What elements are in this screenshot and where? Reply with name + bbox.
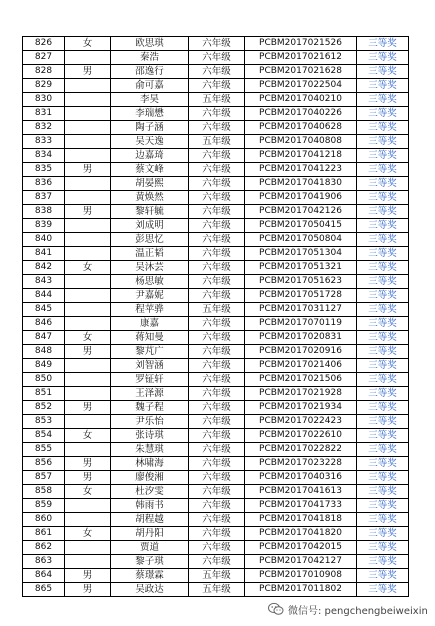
table-row bbox=[23, 345, 409, 359]
cell-gender bbox=[65, 443, 111, 457]
cell-code: PCBM2017041613 bbox=[245, 485, 357, 499]
cell-name: 吴天逸 bbox=[111, 135, 189, 149]
cell-number: 854 bbox=[23, 429, 65, 443]
cell-code: PCBM2017050415 bbox=[245, 219, 357, 233]
cell-number: 862 bbox=[23, 541, 65, 555]
cell-number: 838 bbox=[23, 205, 65, 219]
cell-name: 尹乐怡 bbox=[111, 415, 189, 429]
cell-name: 吴沐芸 bbox=[111, 261, 189, 275]
cell-code: PCBM2017041223 bbox=[245, 163, 357, 177]
cell-name: 杜汐雯 bbox=[111, 485, 189, 499]
cell-award: 三等奖 bbox=[357, 415, 409, 429]
cell-gender: 女 bbox=[65, 429, 111, 443]
cell-number: 857 bbox=[23, 471, 65, 485]
table-row bbox=[23, 527, 409, 541]
cell-code: PCBM2017040210 bbox=[245, 93, 357, 107]
cell-award: 三等奖 bbox=[357, 485, 409, 499]
table-row bbox=[23, 219, 409, 233]
cell-name: 魏子程 bbox=[111, 401, 189, 415]
cell-name: 杨思敏 bbox=[111, 275, 189, 289]
cell-gender bbox=[65, 121, 111, 135]
cell-code: PCBM2017040226 bbox=[245, 107, 357, 121]
cell-name: 张诗琪 bbox=[111, 429, 189, 443]
table-row bbox=[23, 429, 409, 443]
cell-gender: 男 bbox=[65, 569, 111, 583]
cell-name: 俞可嘉 bbox=[111, 79, 189, 93]
cell-code: PCBM2017020831 bbox=[245, 331, 357, 345]
wechat-icon bbox=[268, 602, 284, 616]
cell-award: 三等奖 bbox=[357, 51, 409, 65]
cell-number: 844 bbox=[23, 289, 65, 303]
cell-name: 秦浩 bbox=[111, 51, 189, 65]
cell-gender: 男 bbox=[65, 163, 111, 177]
cell-code: PCBM2017051304 bbox=[245, 247, 357, 261]
cell-number: 833 bbox=[23, 135, 65, 149]
cell-grade: 五年级 bbox=[189, 569, 245, 583]
table-row bbox=[23, 471, 409, 485]
cell-code: PCBM2017022504 bbox=[245, 79, 357, 93]
cell-number: 826 bbox=[23, 37, 65, 51]
cell-gender bbox=[65, 415, 111, 429]
cell-number: 832 bbox=[23, 121, 65, 135]
table-row bbox=[23, 93, 409, 107]
cell-code: PCBM2017022822 bbox=[245, 443, 357, 457]
cell-award: 三等奖 bbox=[357, 121, 409, 135]
table-row bbox=[23, 51, 409, 65]
cell-name: 康嘉 bbox=[111, 317, 189, 331]
cell-number: 829 bbox=[23, 79, 65, 93]
cell-grade: 六年级 bbox=[189, 331, 245, 345]
cell-gender: 男 bbox=[65, 205, 111, 219]
table-row bbox=[23, 205, 409, 219]
cell-name: 陶子涵 bbox=[111, 121, 189, 135]
cell-grade: 六年级 bbox=[189, 65, 245, 79]
cell-gender bbox=[65, 513, 111, 527]
cell-code: PCBM2017050804 bbox=[245, 233, 357, 247]
cell-name: 边嘉琦 bbox=[111, 149, 189, 163]
cell-grade: 五年级 bbox=[189, 93, 245, 107]
cell-code: PCBM2017042127 bbox=[245, 555, 357, 569]
table-row bbox=[23, 499, 409, 513]
cell-award: 三等奖 bbox=[357, 583, 409, 597]
cell-award: 三等奖 bbox=[357, 401, 409, 415]
cell-name: 林啸海 bbox=[111, 457, 189, 471]
cell-name: 黎芃广 bbox=[111, 345, 189, 359]
cell-number: 852 bbox=[23, 401, 65, 415]
watermark-text: 微信号: pengchengbeiweixin bbox=[288, 605, 428, 617]
watermark bbox=[268, 600, 428, 618]
cell-award: 三等奖 bbox=[357, 65, 409, 79]
cell-grade: 六年级 bbox=[189, 373, 245, 387]
cell-award: 三等奖 bbox=[357, 499, 409, 513]
cell-gender: 男 bbox=[65, 583, 111, 597]
cell-number: 860 bbox=[23, 513, 65, 527]
cell-grade: 六年级 bbox=[189, 79, 245, 93]
cell-gender bbox=[65, 51, 111, 65]
cell-number: 835 bbox=[23, 163, 65, 177]
cell-gender bbox=[65, 499, 111, 513]
cell-grade: 六年级 bbox=[189, 527, 245, 541]
cell-name: 李昊 bbox=[111, 93, 189, 107]
cell-code: PCBM2017021406 bbox=[245, 359, 357, 373]
cell-gender bbox=[65, 107, 111, 121]
cell-number: 837 bbox=[23, 191, 65, 205]
cell-gender: 女 bbox=[65, 261, 111, 275]
cell-grade: 六年级 bbox=[189, 219, 245, 233]
cell-name: 李瑞懋 bbox=[111, 107, 189, 121]
cell-name: 朱慧琪 bbox=[111, 443, 189, 457]
cell-grade: 六年级 bbox=[189, 275, 245, 289]
cell-number: 840 bbox=[23, 233, 65, 247]
cell-award: 三等奖 bbox=[357, 513, 409, 527]
cell-code: PCBM2017023228 bbox=[245, 457, 357, 471]
cell-gender: 男 bbox=[65, 345, 111, 359]
cell-award: 三等奖 bbox=[357, 387, 409, 401]
cell-number: 845 bbox=[23, 303, 65, 317]
table-row bbox=[23, 485, 409, 499]
table-row bbox=[23, 177, 409, 191]
cell-gender bbox=[65, 135, 111, 149]
cell-award: 三等奖 bbox=[357, 79, 409, 93]
cell-grade: 六年级 bbox=[189, 317, 245, 331]
cell-gender: 女 bbox=[65, 485, 111, 499]
cell-code: PCBM2017021526 bbox=[245, 37, 357, 51]
cell-number: 846 bbox=[23, 317, 65, 331]
cell-code: PCBM2017022610 bbox=[245, 429, 357, 443]
cell-name: 廖俊湘 bbox=[111, 471, 189, 485]
cell-grade: 六年级 bbox=[189, 555, 245, 569]
cell-number: 853 bbox=[23, 415, 65, 429]
cell-grade: 六年级 bbox=[189, 345, 245, 359]
award-list-table bbox=[22, 36, 409, 597]
cell-code: PCBM2017031127 bbox=[245, 303, 357, 317]
cell-grade: 六年级 bbox=[189, 163, 245, 177]
cell-award: 三等奖 bbox=[357, 569, 409, 583]
cell-number: 851 bbox=[23, 387, 65, 401]
cell-grade: 六年级 bbox=[189, 107, 245, 121]
cell-award: 三等奖 bbox=[357, 107, 409, 121]
cell-number: 828 bbox=[23, 65, 65, 79]
cell-gender bbox=[65, 555, 111, 569]
table-row bbox=[23, 275, 409, 289]
cell-award: 三等奖 bbox=[357, 471, 409, 485]
cell-name: 吴政达 bbox=[111, 583, 189, 597]
table-row bbox=[23, 121, 409, 135]
cell-grade: 六年级 bbox=[189, 261, 245, 275]
table-row bbox=[23, 317, 409, 331]
cell-number: 847 bbox=[23, 331, 65, 345]
cell-name: 彭思忆 bbox=[111, 233, 189, 247]
cell-award: 三等奖 bbox=[357, 247, 409, 261]
cell-name: 蒋知曼 bbox=[111, 331, 189, 345]
cell-name: 黄焕然 bbox=[111, 191, 189, 205]
cell-gender: 男 bbox=[65, 457, 111, 471]
cell-name: 贾道 bbox=[111, 541, 189, 555]
cell-gender bbox=[65, 233, 111, 247]
cell-code: PCBM2017021934 bbox=[245, 401, 357, 415]
cell-name: 欧思琪 bbox=[111, 37, 189, 51]
cell-grade: 六年级 bbox=[189, 121, 245, 135]
table-row bbox=[23, 289, 409, 303]
table-row bbox=[23, 79, 409, 93]
cell-name: 蔡璟霖 bbox=[111, 569, 189, 583]
cell-grade: 五年级 bbox=[189, 583, 245, 597]
cell-grade: 六年级 bbox=[189, 205, 245, 219]
cell-award: 三等奖 bbox=[357, 429, 409, 443]
cell-grade: 六年级 bbox=[189, 457, 245, 471]
cell-grade: 六年级 bbox=[189, 471, 245, 485]
cell-number: 859 bbox=[23, 499, 65, 513]
cell-number: 830 bbox=[23, 93, 65, 107]
cell-award: 三等奖 bbox=[357, 443, 409, 457]
cell-gender bbox=[65, 247, 111, 261]
cell-number: 842 bbox=[23, 261, 65, 275]
cell-name: 胡丹阳 bbox=[111, 527, 189, 541]
cell-grade: 六年级 bbox=[189, 541, 245, 555]
cell-gender bbox=[65, 541, 111, 555]
cell-award: 三等奖 bbox=[357, 359, 409, 373]
cell-award: 三等奖 bbox=[357, 345, 409, 359]
cell-grade: 六年级 bbox=[189, 443, 245, 457]
cell-number: 843 bbox=[23, 275, 65, 289]
cell-gender: 男 bbox=[65, 65, 111, 79]
cell-name: 邵逸行 bbox=[111, 65, 189, 79]
cell-number: 836 bbox=[23, 177, 65, 191]
cell-name: 尹嘉妮 bbox=[111, 289, 189, 303]
cell-award: 三等奖 bbox=[357, 317, 409, 331]
cell-grade: 六年级 bbox=[189, 485, 245, 499]
cell-award: 三等奖 bbox=[357, 177, 409, 191]
cell-grade: 六年级 bbox=[189, 51, 245, 65]
table-row bbox=[23, 583, 409, 597]
cell-gender: 男 bbox=[65, 471, 111, 485]
cell-grade: 六年级 bbox=[189, 177, 245, 191]
table-row bbox=[23, 569, 409, 583]
cell-name: 程苹骅 bbox=[111, 303, 189, 317]
cell-gender: 男 bbox=[65, 401, 111, 415]
cell-award: 三等奖 bbox=[357, 149, 409, 163]
cell-code: PCBM2017051623 bbox=[245, 275, 357, 289]
cell-code: PCBM2017040316 bbox=[245, 471, 357, 485]
cell-grade: 六年级 bbox=[189, 191, 245, 205]
cell-code: PCBM2017021928 bbox=[245, 387, 357, 401]
cell-name: 罗钲轩 bbox=[111, 373, 189, 387]
cell-grade: 六年级 bbox=[189, 513, 245, 527]
table-row bbox=[23, 457, 409, 471]
cell-award: 三等奖 bbox=[357, 373, 409, 387]
table-row bbox=[23, 387, 409, 401]
cell-award: 三等奖 bbox=[357, 275, 409, 289]
cell-code: PCBM2017021506 bbox=[245, 373, 357, 387]
cell-gender bbox=[65, 219, 111, 233]
cell-code: PCBM2017042126 bbox=[245, 205, 357, 219]
cell-name: 胡晏熙 bbox=[111, 177, 189, 191]
cell-number: 861 bbox=[23, 527, 65, 541]
cell-award: 三等奖 bbox=[357, 191, 409, 205]
cell-number: 839 bbox=[23, 219, 65, 233]
cell-award: 三等奖 bbox=[357, 331, 409, 345]
cell-gender bbox=[65, 149, 111, 163]
cell-number: 863 bbox=[23, 555, 65, 569]
cell-number: 827 bbox=[23, 51, 65, 65]
cell-name: 黎轩毓 bbox=[111, 205, 189, 219]
table-row bbox=[23, 247, 409, 261]
table-row bbox=[23, 191, 409, 205]
table-row bbox=[23, 233, 409, 247]
cell-number: 865 bbox=[23, 583, 65, 597]
cell-name: 温正韬 bbox=[111, 247, 189, 261]
table-row bbox=[23, 135, 409, 149]
cell-award: 三等奖 bbox=[357, 457, 409, 471]
table-row bbox=[23, 555, 409, 569]
table-row bbox=[23, 443, 409, 457]
cell-award: 三等奖 bbox=[357, 93, 409, 107]
cell-name: 刘成明 bbox=[111, 219, 189, 233]
cell-code: PCBM2017041830 bbox=[245, 177, 357, 191]
cell-grade: 五年级 bbox=[189, 135, 245, 149]
cell-code: PCBM2017041733 bbox=[245, 499, 357, 513]
cell-grade: 六年级 bbox=[189, 233, 245, 247]
cell-grade: 六年级 bbox=[189, 429, 245, 443]
cell-award: 三等奖 bbox=[357, 37, 409, 51]
cell-name: 蔡文峰 bbox=[111, 163, 189, 177]
cell-code: PCBM2017010908 bbox=[245, 569, 357, 583]
cell-code: PCBM2017020916 bbox=[245, 345, 357, 359]
table-row bbox=[23, 415, 409, 429]
cell-grade: 六年级 bbox=[189, 387, 245, 401]
cell-code: PCBM2017051728 bbox=[245, 289, 357, 303]
cell-award: 三等奖 bbox=[357, 205, 409, 219]
cell-number: 849 bbox=[23, 359, 65, 373]
cell-code: PCBM2017041818 bbox=[245, 513, 357, 527]
cell-code: PCBM2017042015 bbox=[245, 541, 357, 555]
cell-code: PCBM2017021628 bbox=[245, 65, 357, 79]
cell-award: 三等奖 bbox=[357, 289, 409, 303]
table-row bbox=[23, 149, 409, 163]
cell-award: 三等奖 bbox=[357, 219, 409, 233]
table-row bbox=[23, 65, 409, 79]
cell-award: 三等奖 bbox=[357, 555, 409, 569]
cell-name: 韩雨书 bbox=[111, 499, 189, 513]
cell-number: 858 bbox=[23, 485, 65, 499]
cell-award: 三等奖 bbox=[357, 135, 409, 149]
cell-code: PCBM2017011802 bbox=[245, 583, 357, 597]
cell-gender bbox=[65, 387, 111, 401]
cell-award: 三等奖 bbox=[357, 303, 409, 317]
cell-gender: 女 bbox=[65, 331, 111, 345]
cell-name: 黎子琪 bbox=[111, 555, 189, 569]
cell-code: PCBM2017041906 bbox=[245, 191, 357, 205]
cell-gender bbox=[65, 303, 111, 317]
cell-code: PCBM2017021612 bbox=[245, 51, 357, 65]
table-row bbox=[23, 163, 409, 177]
cell-award: 三等奖 bbox=[357, 527, 409, 541]
cell-gender bbox=[65, 373, 111, 387]
cell-gender bbox=[65, 317, 111, 331]
cell-code: PCBM2017022423 bbox=[245, 415, 357, 429]
cell-award: 三等奖 bbox=[357, 233, 409, 247]
table-row bbox=[23, 373, 409, 387]
cell-grade: 六年级 bbox=[189, 359, 245, 373]
cell-code: PCBM2017040808 bbox=[245, 135, 357, 149]
table-row bbox=[23, 107, 409, 121]
cell-gender: 女 bbox=[65, 527, 111, 541]
table-row bbox=[23, 37, 409, 51]
table-row bbox=[23, 401, 409, 415]
table-row bbox=[23, 331, 409, 345]
table-body bbox=[23, 37, 409, 597]
cell-number: 850 bbox=[23, 373, 65, 387]
cell-grade: 六年级 bbox=[189, 415, 245, 429]
cell-gender bbox=[65, 289, 111, 303]
cell-code: PCBM2017041820 bbox=[245, 527, 357, 541]
cell-number: 841 bbox=[23, 247, 65, 261]
cell-gender bbox=[65, 79, 111, 93]
cell-code: PCBM2017051321 bbox=[245, 261, 357, 275]
cell-grade: 六年级 bbox=[189, 37, 245, 51]
cell-gender bbox=[65, 275, 111, 289]
cell-gender: 女 bbox=[65, 37, 111, 51]
cell-number: 834 bbox=[23, 149, 65, 163]
cell-number: 831 bbox=[23, 107, 65, 121]
cell-code: PCBM2017070119 bbox=[245, 317, 357, 331]
cell-grade: 六年级 bbox=[189, 499, 245, 513]
cell-number: 855 bbox=[23, 443, 65, 457]
table-row bbox=[23, 513, 409, 527]
cell-gender bbox=[65, 93, 111, 107]
cell-award: 三等奖 bbox=[357, 163, 409, 177]
table-row bbox=[23, 303, 409, 317]
cell-number: 848 bbox=[23, 345, 65, 359]
cell-name: 王泽源 bbox=[111, 387, 189, 401]
cell-name: 刘智涵 bbox=[111, 359, 189, 373]
cell-grade: 六年级 bbox=[189, 149, 245, 163]
cell-name: 胡程越 bbox=[111, 513, 189, 527]
cell-award: 三等奖 bbox=[357, 541, 409, 555]
cell-grade: 五年级 bbox=[189, 303, 245, 317]
table-row bbox=[23, 261, 409, 275]
cell-number: 864 bbox=[23, 569, 65, 583]
cell-grade: 六年级 bbox=[189, 289, 245, 303]
cell-number: 856 bbox=[23, 457, 65, 471]
cell-code: PCBM2017041218 bbox=[245, 149, 357, 163]
cell-award: 三等奖 bbox=[357, 261, 409, 275]
cell-gender bbox=[65, 177, 111, 191]
table-row bbox=[23, 359, 409, 373]
cell-grade: 六年级 bbox=[189, 247, 245, 261]
cell-grade: 六年级 bbox=[189, 401, 245, 415]
cell-code: PCBM2017040628 bbox=[245, 121, 357, 135]
cell-gender bbox=[65, 191, 111, 205]
table-row bbox=[23, 541, 409, 555]
cell-gender bbox=[65, 359, 111, 373]
